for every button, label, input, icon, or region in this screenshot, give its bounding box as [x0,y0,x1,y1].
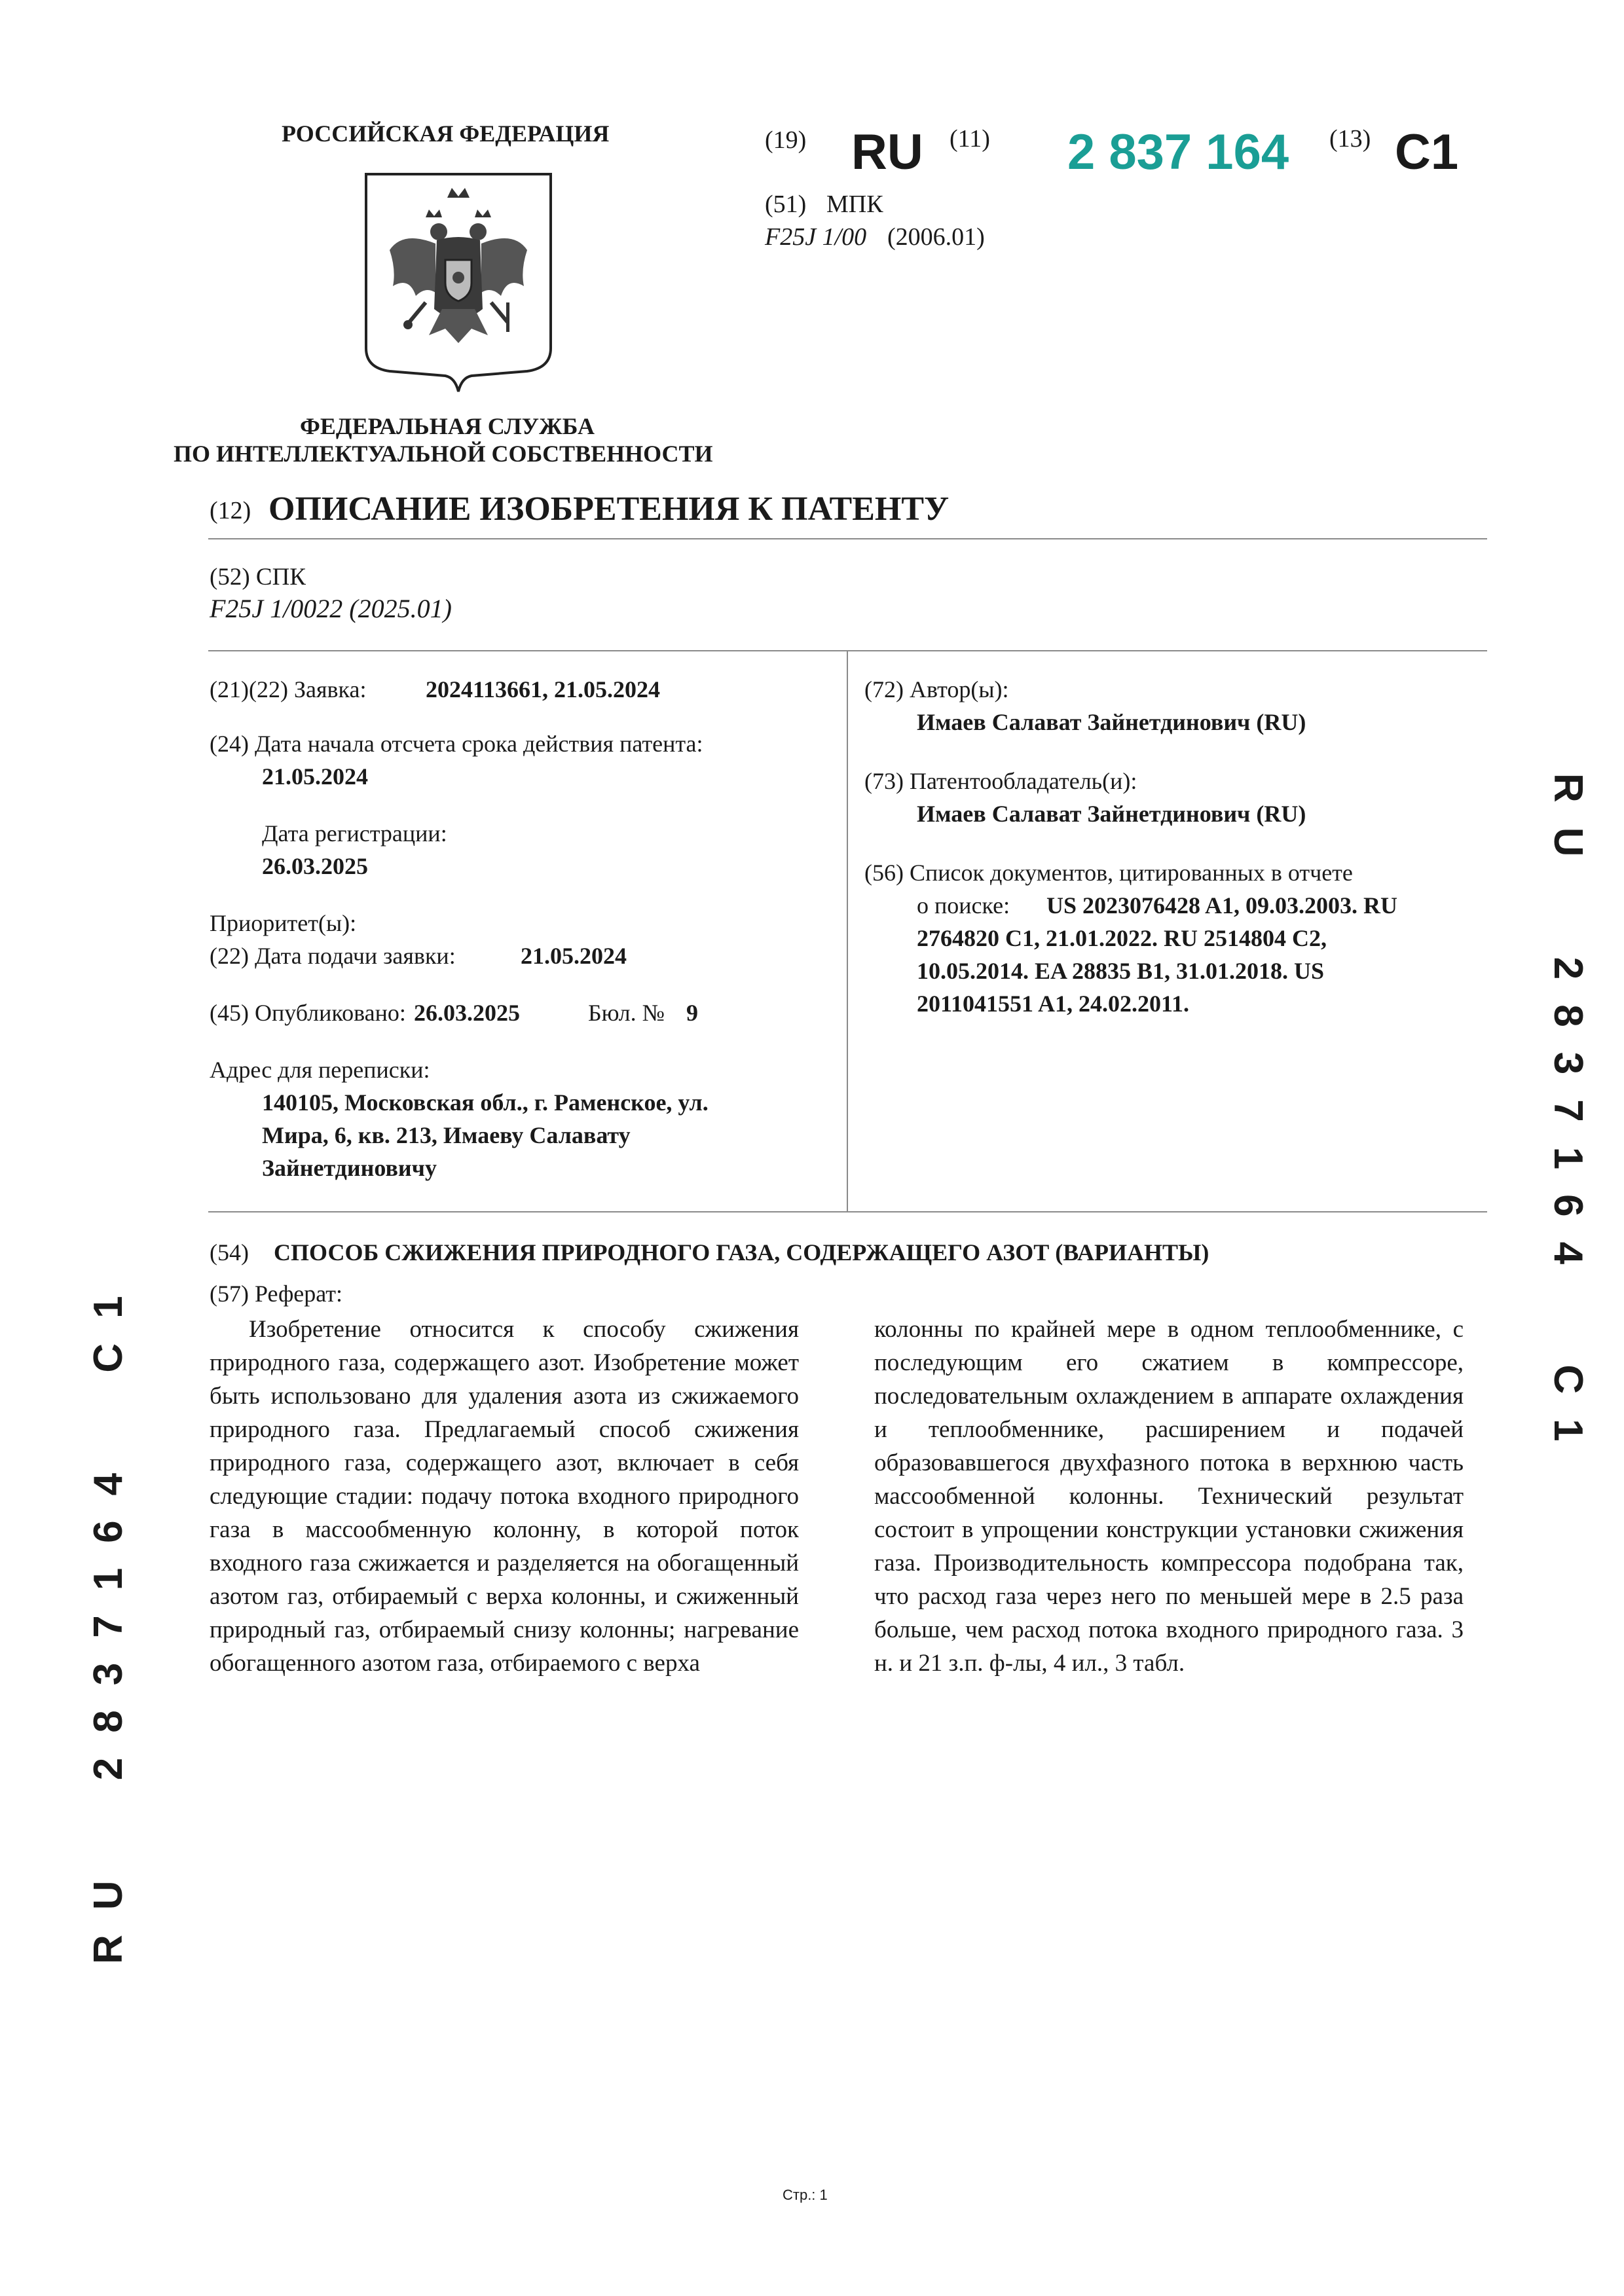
owner-label: (73) Патентообладатель(и): [864,768,1137,794]
code-51: (51) [765,191,807,218]
owner-value: Имаев Салават Зайнетдинович (RU) [917,801,1306,827]
title-code: (54) [210,1239,249,1266]
published-label: (45) Опубликовано: [210,1000,406,1026]
registration-label: Дата регистрации: [262,820,447,847]
cited-docs-label-line1: (56) Список документов, цитированных в отчете [864,860,1353,886]
bulletin-value: 9 [686,1000,698,1026]
published-value: 26.03.2025 [414,1000,520,1026]
coat-of-arms-emblem [363,172,553,394]
author-label: (72) Автор(ы): [864,676,1009,702]
address-line1: 140105, Московская обл., г. Раменское, ул. [262,1089,709,1116]
page-number: Стр.: 1 [783,2187,828,2203]
kind-code: C1 [1395,124,1459,180]
address-line3: Зайнетдиновичу [262,1155,437,1181]
cited-docs-line1: US 2023076428 A1, 09.03.2003. RU [1046,892,1398,919]
address-line2: Мира, 6, кв. 213, Имаеву Салавату [262,1122,631,1148]
abstract-column-1 [210,1313,799,1680]
application-label: (21)(22) Заявка: [210,676,367,702]
mpk-label: МПК [826,191,883,218]
cited-docs-label-line2: о поиске: [917,892,1010,919]
spk-value: F25J 1/0022 (2025.01) [210,594,452,623]
cited-docs-line2: 2764820 C1, 21.01.2022. RU 2514804 C2, [917,925,1327,951]
mpk-class: F25J 1/00 [765,223,867,251]
country-code-ru: RU [851,124,923,180]
author-value: Имаев Салават Зайнетдинович (RU) [917,709,1306,735]
agency-name-line2: ПО ИНТЕЛЛЕКТУАЛЬНОЙ СОБСТВЕННОСТИ [174,441,713,467]
term-value: 21.05.2024 [262,763,368,790]
filing-label: (22) Дата подачи заявки: [210,943,456,969]
russian-coat-of-arms-icon [363,172,553,394]
column-divider [847,650,848,1211]
agency-name-line1: ФЕДЕРАЛЬНАЯ СЛУЖБА [300,413,595,439]
side-number-left: RU 2837164 C1 [86,1271,131,1964]
cited-docs-line3: 10.05.2014. EA 28835 B1, 31.01.2018. US [917,958,1325,984]
invention-title: СПОСОБ СЖИЖЕНИЯ ПРИРОДНОГО ГАЗА, СОДЕРЖАЩЕГО АЗОТ (ВАРИАНТЫ) [274,1239,1209,1266]
country-name: РОССИЙСКАЯ ФЕДЕРАЦИЯ [282,120,610,147]
abstract-text-1: Изобретение относится к способу сжижения природного газа, содержащего азот. Изобретение может быть использовано для удаления азота из сжижаемого природного газа. Предлагаемый способ сжижения природного газа, содержащего азот, включает в себя следующие стадии: подачу потока входного природного газа в массообменную колонну, в которой поток входного газа сжижается и разделяется на обогащенный азотом газ, отбираемый с верха колонны, и сжиженный природный газ, отбираемый снизу колонны; нагревание обогащенного азотом газа, отбираемого с верха [210,1316,799,1677]
spk-label: (52) СПК [210,564,306,591]
application-value: 2024113661, 21.05.2024 [426,676,661,702]
registration-value: 26.03.2025 [262,853,368,879]
patent-number: 2 837 164 [1067,124,1289,180]
abstract-column-2 [874,1313,1464,1680]
filing-value: 21.05.2024 [521,943,627,969]
term-label: (24) Дата начала отсчета срока действия патента: [210,731,703,757]
side-number-right: RU 2837164 C1 [1545,773,1591,1467]
cited-docs-line4: 2011041551 A1, 24.02.2011. [917,991,1190,1017]
divider-top [208,538,1487,539]
abstract-label: (57) Реферат: [210,1281,343,1307]
mpk-year: (2006.01) [887,223,985,251]
abstract-text-2: колонны по крайней мере в одном теплообменнике, с последующим его сжатием в компрессоре, последовательным охлаждением в аппарате охлаждения и теплообменнике, расширением и подачей образовавшегося двухфазного потока в верхнюю часть массообменной колонны. Технический результат состоит в упрощении конструкции установки сжижения газа. Производительность компрессора подобрана так, что расход газа через него по меньшей мере в 2.5 раза больше, чем расход потока входного природного газа. 3 н. и 21 з.п. ф-лы, 4 ил., 3 табл. [874,1316,1464,1677]
priority-label: Приоритет(ы): [210,910,357,936]
doc-type-title: ОПИСАНИЕ ИЗОБРЕТЕНИЯ К ПАТЕНТУ [268,490,950,528]
address-label: Адрес для переписки: [210,1057,430,1083]
doc-type-code: (12) [210,497,251,524]
code-19: (19) [765,126,807,154]
code-13: (13) [1329,125,1371,153]
divider-bottom [208,1211,1487,1212]
code-11: (11) [950,125,990,153]
bulletin-label: Бюл. № [588,1000,665,1026]
